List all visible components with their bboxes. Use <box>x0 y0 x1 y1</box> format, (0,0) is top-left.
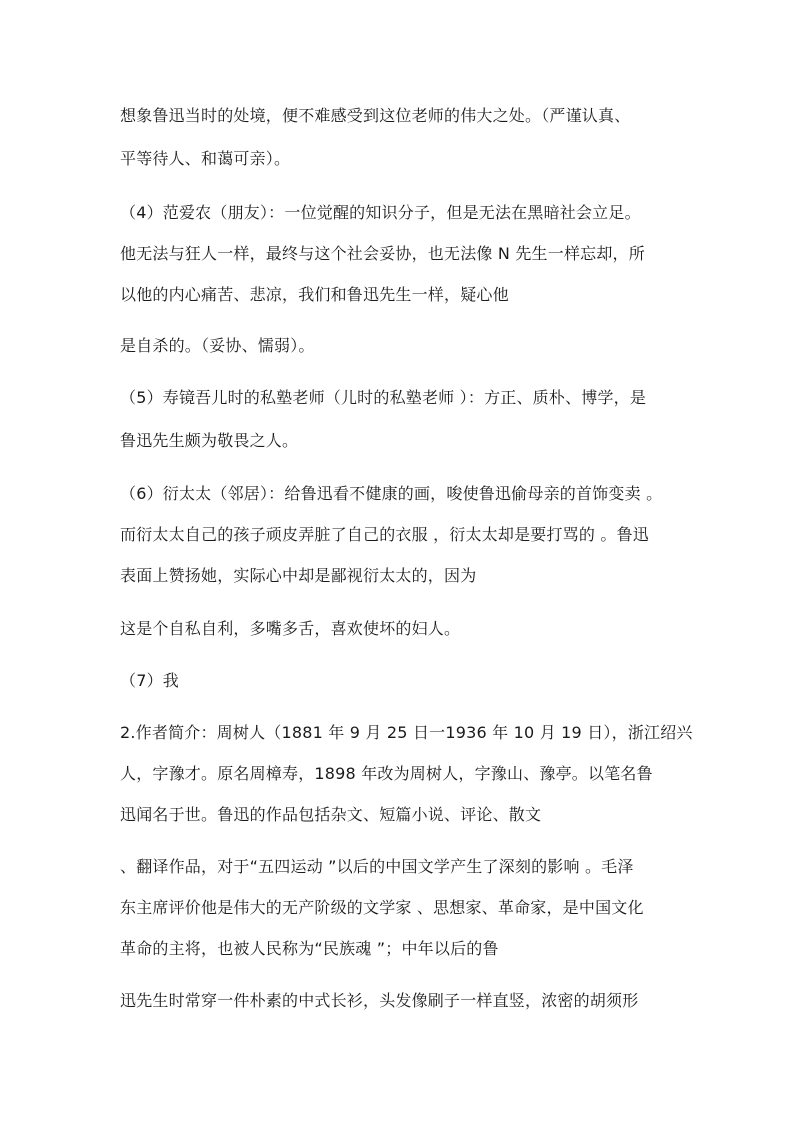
text-line: 是自杀的。（妥协、懦弱）。 <box>120 336 315 355</box>
text-line: 迅先生时常穿一件朴素的中式长衫，头发像刷子一样直竖，浓密的胡须形 <box>120 991 639 1010</box>
text-line: 迅闻名于世。鲁迅的作品包括杂文、短篇小说、评论、散文 <box>120 805 542 824</box>
text-line: 革命的主将，也被人民称为“民族魂 ”；中年以后的鲁 <box>120 939 499 958</box>
text-line: 人，字豫才。原名周樟寿，1898 年改为周树人，字豫山、豫亭。以笔名鲁 <box>120 764 653 783</box>
text-line: （5）寿镜吾儿时的私塾老师（儿时的私塾老师 ）：方正、质朴、博学，是 <box>120 388 647 407</box>
text-line: 这是个自私自利，多嘴多舌，喜欢使坏的妇人。 <box>120 619 461 638</box>
text-line: 想象鲁迅当时的处境，便不难感受到这位老师的伟大之处。（严谨认真、 <box>120 106 631 125</box>
text-line: （4）范爱农（朋友）：一位觉醒的知识分子，但是无法在黑暗社会立足。 <box>120 203 641 222</box>
text-line: 以他的内心痛苦、悲凉，我们和鲁迅先生一样，疑心他 <box>120 285 509 304</box>
text-line: 他无法与狂人一样，最终与这个社会妥协，也无法像 N 先生一样忘却，所 <box>120 244 645 263</box>
text-line: 、翻译作品，对于“五四运动 ”以后的中国文学产生了深刻的影响 。毛泽 <box>120 857 634 876</box>
text-line: （6）衍太太（邻居）：给鲁迅看不健康的画，唆使鲁迅偷母亲的首饰变卖 。 <box>120 484 663 503</box>
text-line: 东主席评价他是伟大的无产阶级的文学家 、思想家、革命家，是中国文化 <box>120 898 644 917</box>
text-line: （7）我 <box>120 671 179 690</box>
text-line: 2.作者简介：周树人（1881 年 9 月 25 日一1936 年 10 月 19 日），浙江绍兴 <box>120 723 693 742</box>
text-line: 平等待人、和蔼可亲）。 <box>120 149 291 168</box>
text-line: 鲁迅先生颇为敬畏之人。 <box>120 431 299 450</box>
text-line: 表面上赞扬她，实际心中却是鄙视衍太太的，因为 <box>120 566 477 585</box>
text-line: 而衍太太自己的孩子顽皮弄脏了自己的衣服 ，衍太太却是要打骂的 。鲁迅 <box>120 525 649 544</box>
